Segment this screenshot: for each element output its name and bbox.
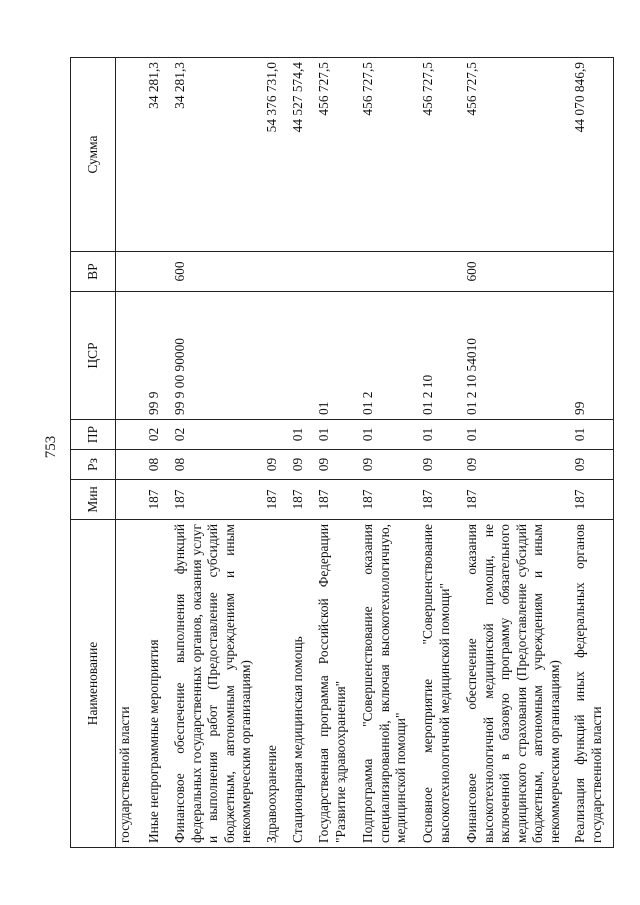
cell-csr: 99: [571, 292, 614, 420]
budget-table: [70, 57, 614, 848]
cell-min: 187: [145, 480, 171, 520]
cell-pr: 01: [359, 420, 419, 450]
cell-rz: 09: [463, 450, 571, 480]
cell-rz: [116, 450, 146, 480]
cell-pr: 02: [145, 420, 171, 450]
cell-rz: 08: [171, 450, 263, 480]
cell-csr: [263, 292, 289, 420]
cell-name: Подпрограмма "Совершенствование оказания специализированной, включая высокотехнологичную, медицинской помощи": [359, 520, 419, 848]
cell-min: 187: [315, 480, 359, 520]
cell-name: Финансовое обеспечение оказания высокотехнологичной медицинской помощи, не включенной в базовую программу обязательного медицинского страхования (Предоставление субсидий бюджетным, автономным учреждениям и иным некоммерческим организациям): [463, 520, 571, 848]
table-header-row: [71, 58, 116, 848]
cell-amount: 456 727,5: [463, 58, 571, 252]
cell-rz: 09: [263, 450, 289, 480]
table-row: [359, 58, 419, 848]
table-row: [571, 58, 614, 848]
cell-vr: [571, 252, 614, 292]
cell-vr: [116, 252, 146, 292]
cell-rz: 09: [289, 450, 315, 480]
table-row: [419, 58, 463, 848]
cell-min: 187: [571, 480, 614, 520]
cell-vr: 600: [171, 252, 263, 292]
cell-csr: 01 2: [359, 292, 419, 420]
cell-pr: 01: [571, 420, 614, 450]
table-row: [263, 58, 289, 848]
cell-rz: 08: [145, 450, 171, 480]
cell-min: 187: [289, 480, 315, 520]
cell-amount: 44 527 574,4: [289, 58, 315, 252]
cell-pr: [263, 420, 289, 450]
cell-name: Здравоохранение: [263, 520, 289, 848]
cell-amount: [116, 58, 146, 252]
table-row: [463, 58, 571, 848]
cell-name: государственной власти: [116, 520, 146, 848]
table-row: [116, 58, 146, 848]
cell-csr: 01: [315, 292, 359, 420]
cell-amount: 34 281,3: [171, 58, 263, 252]
cell-min: 187: [359, 480, 419, 520]
header-min: Мин: [71, 480, 116, 520]
rotated-page-content: [70, 58, 615, 848]
cell-vr: [315, 252, 359, 292]
cell-vr: [263, 252, 289, 292]
cell-amount: 44 070 846,9: [571, 58, 614, 252]
cell-amount: 456 727,5: [419, 58, 463, 252]
table-row: [145, 58, 171, 848]
cell-pr: 02: [171, 420, 263, 450]
cell-vr: [419, 252, 463, 292]
cell-pr: 01: [463, 420, 571, 450]
cell-vr: [289, 252, 315, 292]
cell-name: Стационарная медицинская помощь: [289, 520, 315, 848]
cell-min: [116, 480, 146, 520]
header-csr: ЦСР: [71, 292, 116, 420]
table-row: [171, 58, 263, 848]
header-pr: ПР: [71, 420, 116, 450]
cell-csr: [116, 292, 146, 420]
cell-amount: 54 376 731,0: [263, 58, 289, 252]
cell-rz: 09: [315, 450, 359, 480]
cell-amount: 456 727,5: [315, 58, 359, 252]
cell-name: Финансовое обеспечение выполнения функций федеральных государственных органов, оказания услуг и выполнения работ (Предоставление субсидий бюджетным, автономным учреждениям и иным некоммерческим организациям): [171, 520, 263, 848]
cell-pr: 01: [289, 420, 315, 450]
cell-min: 187: [171, 480, 263, 520]
cell-csr: 01 2 10 54010: [463, 292, 571, 420]
cell-vr: [359, 252, 419, 292]
header-amount: Сумма: [71, 58, 116, 252]
cell-pr: 01: [315, 420, 359, 450]
header-rz: Рз: [71, 450, 116, 480]
cell-rz: 09: [571, 450, 614, 480]
header-name: Наименование: [71, 520, 116, 848]
cell-csr: 99 9 00 90000: [171, 292, 263, 420]
cell-rz: 09: [359, 450, 419, 480]
cell-name: Основное мероприятие "Совершенствование высокотехнологичной медицинской помощи": [419, 520, 463, 848]
cell-vr: [145, 252, 171, 292]
cell-min: 187: [263, 480, 289, 520]
cell-csr: 01 2 10: [419, 292, 463, 420]
cell-name: Государственная программа Российской Федерации "Развитие здравоохранения": [315, 520, 359, 848]
page-number: 753: [43, 435, 59, 459]
table-row: [289, 58, 315, 848]
cell-min: 187: [419, 480, 463, 520]
cell-name: Реализация функций иных федеральных органов государственной власти: [571, 520, 614, 848]
cell-csr: [289, 292, 315, 420]
header-vr: ВР: [71, 252, 116, 292]
cell-vr: 600: [463, 252, 571, 292]
table-row: [315, 58, 359, 848]
cell-rz: 09: [419, 450, 463, 480]
cell-amount: 34 281,3: [145, 58, 171, 252]
cell-pr: 01: [419, 420, 463, 450]
cell-amount: 456 727,5: [359, 58, 419, 252]
cell-name: Иные непрограммные мероприятия: [145, 520, 171, 848]
cell-min: 187: [463, 480, 571, 520]
cell-pr: [116, 420, 146, 450]
cell-csr: 99 9: [145, 292, 171, 420]
